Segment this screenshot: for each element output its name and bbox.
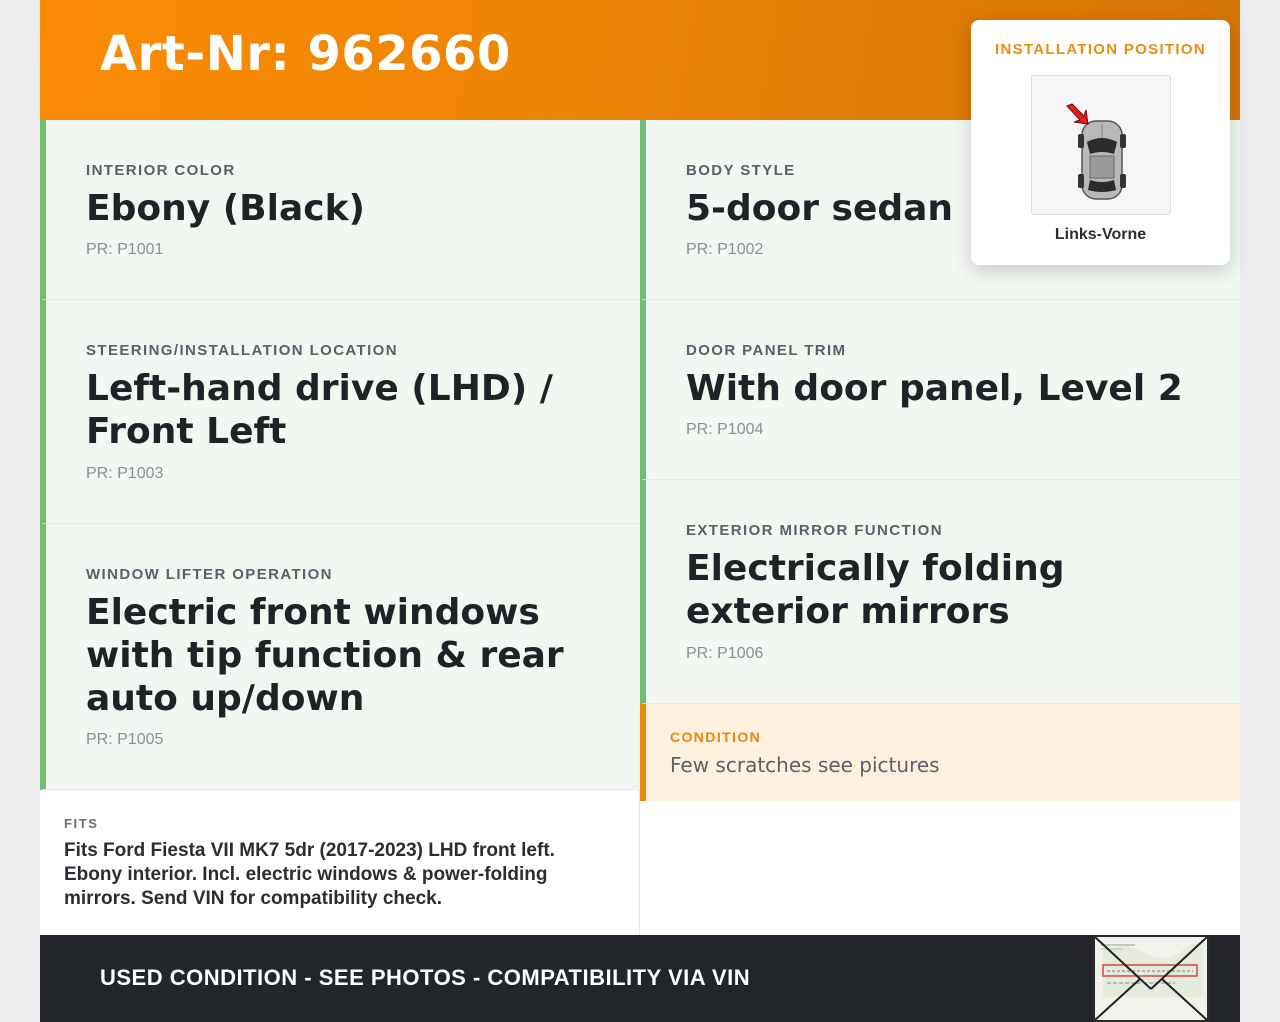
condition-value: Few scratches see pictures xyxy=(670,753,940,777)
spec-value: Electrically folding exterior mirrors xyxy=(686,548,1065,632)
spec-pr-code: PR: P1002 xyxy=(686,241,764,258)
spec-value: Left-hand drive (LHD) / Front Left xyxy=(86,368,553,452)
spec-label: STEERING/INSTALLATION LOCATION xyxy=(86,342,398,359)
fits-box xyxy=(40,790,640,935)
spec-exterior-mirror xyxy=(640,480,1240,704)
spec-pr-code: PR: P1003 xyxy=(86,465,164,482)
spec-steering-location xyxy=(40,300,640,524)
spec-pr-code: PR: P1004 xyxy=(686,421,764,438)
spec-label: BODY STYLE xyxy=(686,162,796,179)
spec-pr-code: PR: P1005 xyxy=(86,731,164,748)
spec-label: INTERIOR COLOR xyxy=(86,162,236,179)
vin-document-thumbnail[interactable] xyxy=(1093,935,1209,1022)
spec-door-panel-trim xyxy=(640,300,1240,480)
spec-interior-color xyxy=(40,120,640,300)
spec-label: EXTERIOR MIRROR FUNCTION xyxy=(686,522,943,539)
fits-label: FITS xyxy=(64,816,99,831)
installation-position-caption: Links-Vorne xyxy=(1054,226,1147,243)
spec-pr-code: PR: P1001 xyxy=(86,241,164,258)
installation-position-image xyxy=(1031,75,1171,215)
document-envelope-icon xyxy=(1095,937,1207,1020)
footer-bar xyxy=(40,935,1240,1022)
spec-window-lifter xyxy=(40,524,640,790)
footer-text: USED CONDITION - SEE PHOTOS - COMPATIBILITY VIA VIN xyxy=(100,965,751,990)
spec-value: With door panel, Level 2 xyxy=(686,368,1183,409)
spec-label: WINDOW LIFTER OPERATION xyxy=(86,566,333,583)
spec-label: DOOR PANEL TRIM xyxy=(686,342,847,359)
spec-value: Electric front windows with tip function & rear auto up/down xyxy=(86,592,564,719)
fits-text: Fits Ford Fiesta VII MK7 5dr (2017-2023) LHD front left. Ebony interior. Incl. electric windows & power-folding mirrors. Send VIN for compatibility check. xyxy=(64,840,555,909)
installation-position-card xyxy=(971,20,1230,265)
spec-value: 5-door sedan xyxy=(686,188,954,229)
installation-position-title: INSTALLATION POSITION xyxy=(995,41,1206,58)
car-top-view-icon xyxy=(1032,76,1170,214)
spec-value: Ebony (Black) xyxy=(86,188,365,229)
condition-box xyxy=(640,704,1240,801)
article-number-title: Art-Nr: 962660 xyxy=(100,26,511,82)
spec-pr-code: PR: P1006 xyxy=(686,645,764,662)
condition-label: CONDITION xyxy=(670,729,762,745)
